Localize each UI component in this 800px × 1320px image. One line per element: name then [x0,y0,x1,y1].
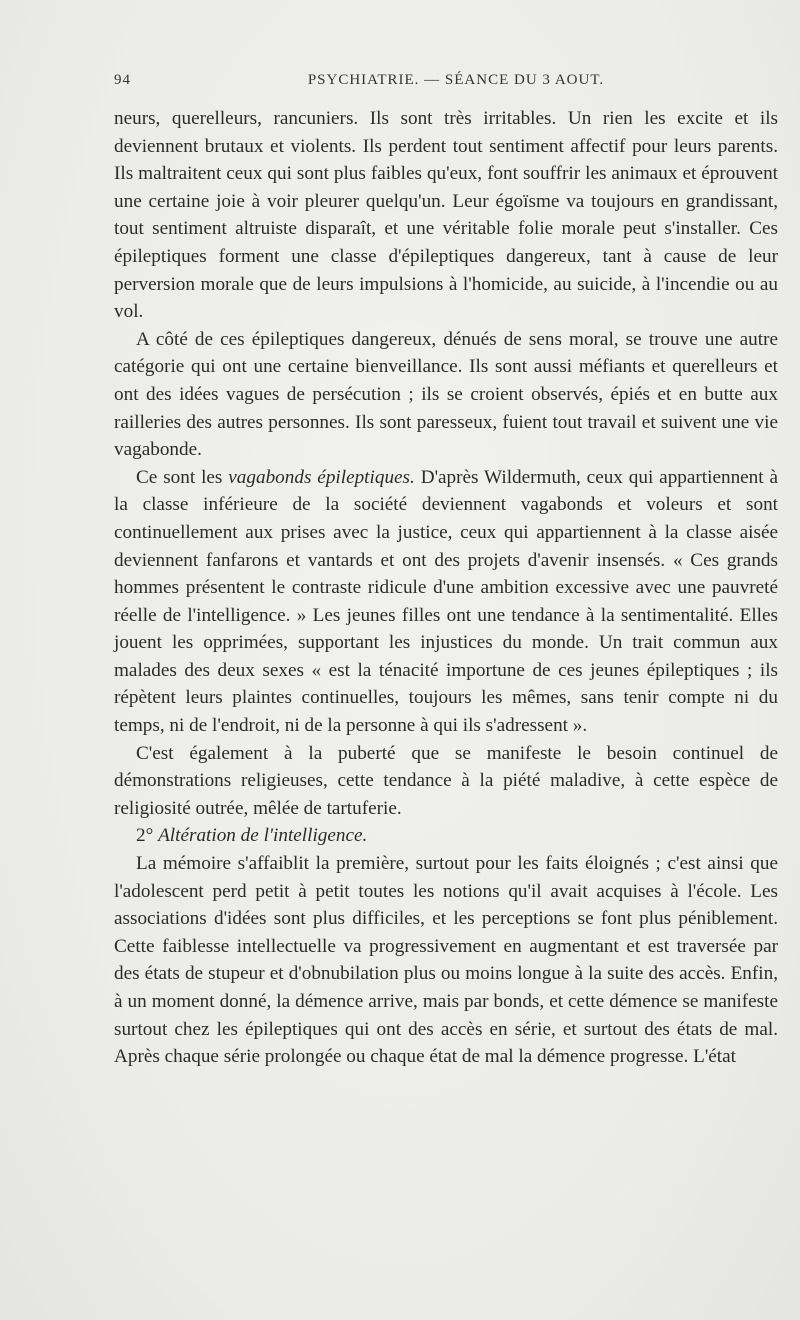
section-number: 2° [136,825,159,847]
text-run: D'après Wildermuth, ceux qui appartiennent à la classe inférieure de la société deviennent vagabonds et voleurs et sont continuellement aux prises avec la justice, ceux qui appartiennent à la classe aisée deviennent fanfarons et vantards et ont des projets d'avenir insensés. « Ces grands hommes présentent le contraste ridicule d'une ambition excessive avec une pauvreté réelle de l'intelligence. » Les jeunes filles ont une tendance à la sentimentalité. Elles jouent les opprimées, supportant les injustices du monde. Un trait commun aux malades des deux sexes « est la ténacité importune de ces jeunes épileptiques ; ils répètent leurs plaintes continuelles, toujours les mêmes, sans tenir compte ni du temps, ni de l'endroit, ni de la personne à qui ils s'adressent ». [114,466,778,737]
paragraph: C'est également à la puberté que se manifeste le besoin continuel de démonstrations religieuses, cette tendance à la piété maladive, à cette espèce de religiosité outrée, mêlée de tartuferie. [114,742,778,819]
running-title: PSYCHIATRIE. — SÉANCE DU 3 AOUT. [307,72,605,88]
section-heading [114,822,778,850]
paragraph-continuation: neurs, querelleurs, rancuniers. Ils sont très irritables. Un rien les excite et ils deviennent brutaux et violents. Ils perdent tout sentiment affectif pour leurs parents. Ils maltraitent ceux qui sont plus faibles qu'eux, font souffrir les animaux et éprouvent une certaine joie à voir pleurer quelqu'un. Leur égoïsme va toujours en grandissant, tout sentiment altruiste disparaît, et une véritable folie morale peut s'installer. Ces épileptiques forment une classe d'épileptiques dangereux, tant à cause de leur perversion morale que de leurs impulsions à l'homicide, au suicide, à l'incendie ou au vol. [114,108,778,323]
paragraph: La mémoire s'affaiblit la première, surtout pour les faits éloignés ; c'est ainsi que l'adolescent perd petit à petit toutes les notions qu'il avait acquises à l'école. Les associations d'idées sont plus difficiles, et les perceptions se font plus péniblement. Cette faiblesse intellectuelle va progressivement en augmentant et est traversée par des états de stupeur et d'obnubilation plus ou moins longue à la suite des accès. Enfin, à un moment donné, la démence arrive, mais par bonds, et cette démence se manifeste surtout chez les épileptiques qui ont des accès en série, et surtout des états de mal. Après chaque série prolongée ou chaque état de mal la démence progresse. L'état [114,853,778,1068]
page-number: 94 [114,72,131,88]
body-text [114,105,778,1071]
page-header [114,72,778,96]
paragraph [114,464,778,740]
paragraph: A côté de ces épileptiques dangereux, dénués de sens moral, se trouve une autre catégorie qui ont une certaine bienveillance. Ils sont aussi méfiants et querelleurs et ont des idées vagues de persécution ; ils se croient observés, épiés et en butte aux railleries des autres personnes. Ils sont paresseux, fuient tout travail et suivent une vie vagabonde. [114,328,778,461]
section-title: Altération de l'intelligence. [158,825,368,847]
italic-term: vagabonds épileptiques. [228,466,415,488]
text-run: Ce sont les [136,466,229,488]
